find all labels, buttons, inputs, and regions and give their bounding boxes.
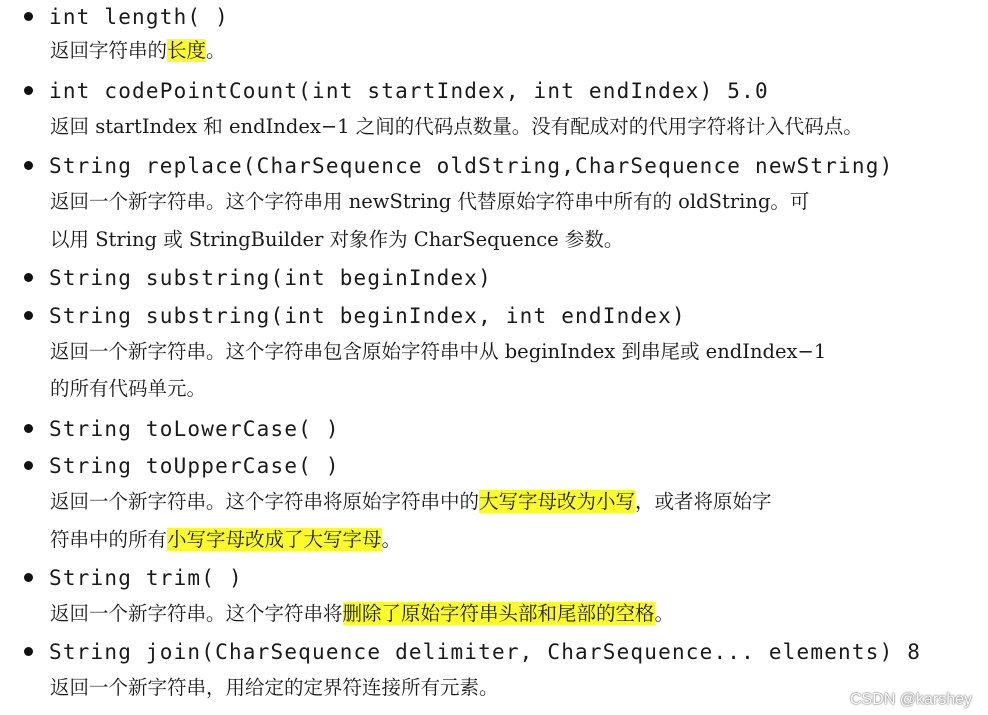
description-text: 以用 String 或 StringBuilder 对象作为 CharSequence 参数。 bbox=[50, 228, 624, 251]
description-text: 返回一个新字符串。这个字符串包含原始字符串中从 beginIndex 到串尾或 endIndex−1 bbox=[50, 340, 827, 363]
description-text: 符串中的所有 bbox=[50, 528, 168, 551]
csdn-watermark: CSDN @karshey bbox=[849, 691, 972, 708]
method-description bbox=[50, 187, 809, 217]
method-description bbox=[50, 374, 206, 404]
method-description bbox=[50, 225, 623, 255]
description-text: 。 bbox=[654, 602, 675, 625]
method-signature: String substring(int beginIndex, int endIndex) bbox=[24, 303, 686, 329]
bullet-icon bbox=[24, 161, 33, 170]
highlighted-text: 小写字母改成了大写字母 bbox=[167, 528, 382, 551]
highlighted-text: 长度 bbox=[167, 39, 207, 62]
method-signature: String toUpperCase( ) bbox=[24, 453, 340, 479]
bullet-icon bbox=[24, 573, 33, 582]
bullet-icon bbox=[24, 86, 33, 95]
description-text: 返回字符串的 bbox=[50, 39, 168, 62]
highlighted-text: 大写字母改为小写 bbox=[479, 490, 636, 513]
method-description bbox=[50, 525, 401, 555]
description-text: 的所有代码单元。 bbox=[50, 377, 207, 400]
method-description bbox=[50, 337, 826, 367]
description-text: 返回一个新字符串。这个字符串将原始字符串中的 bbox=[50, 490, 480, 513]
description-text: 。 bbox=[206, 39, 226, 62]
description-text: 返回一个新字符串。这个字符串用 newString 代替原始字符串中所有的 oldString。可 bbox=[50, 190, 810, 213]
description-text: 返回一个新字符串，用给定的定界符连接所有元素。 bbox=[50, 676, 499, 699]
method-description bbox=[50, 36, 226, 66]
bullet-icon bbox=[24, 12, 33, 21]
method-signature: String toLowerCase( ) bbox=[24, 416, 340, 442]
method-signature: String trim( ) bbox=[24, 565, 243, 591]
method-description bbox=[50, 487, 772, 517]
method-description bbox=[50, 112, 863, 142]
method-signature: String replace(CharSequence oldString,CharSequence newString) bbox=[24, 153, 893, 179]
bullet-icon bbox=[24, 273, 33, 282]
description-text: 返回 startIndex 和 endIndex−1 之间的代码点数量。没有配成对的代用字符将计入代码点。 bbox=[50, 115, 863, 138]
method-description bbox=[50, 673, 499, 703]
method-signature: int codePointCount(int startIndex, int endIndex) 5.0 bbox=[24, 78, 769, 104]
method-description bbox=[50, 599, 674, 629]
method-signature: String substring(int beginIndex) bbox=[24, 265, 492, 291]
bullet-icon bbox=[24, 461, 33, 470]
description-text: 。 bbox=[381, 528, 402, 551]
bullet-icon bbox=[24, 311, 33, 320]
method-signature: String join(CharSequence delimiter, CharSequence... elements) 8 bbox=[24, 639, 921, 665]
description-text: 返回一个新字符串。这个字符串将 bbox=[50, 602, 343, 625]
description-text: ，或者将原始字 bbox=[635, 490, 772, 513]
bullet-icon bbox=[24, 424, 33, 433]
highlighted-text: 删除了原始字符串头部和尾部的空格 bbox=[342, 602, 655, 625]
method-signature: int length( ) bbox=[24, 4, 229, 30]
bullet-icon bbox=[24, 647, 33, 656]
